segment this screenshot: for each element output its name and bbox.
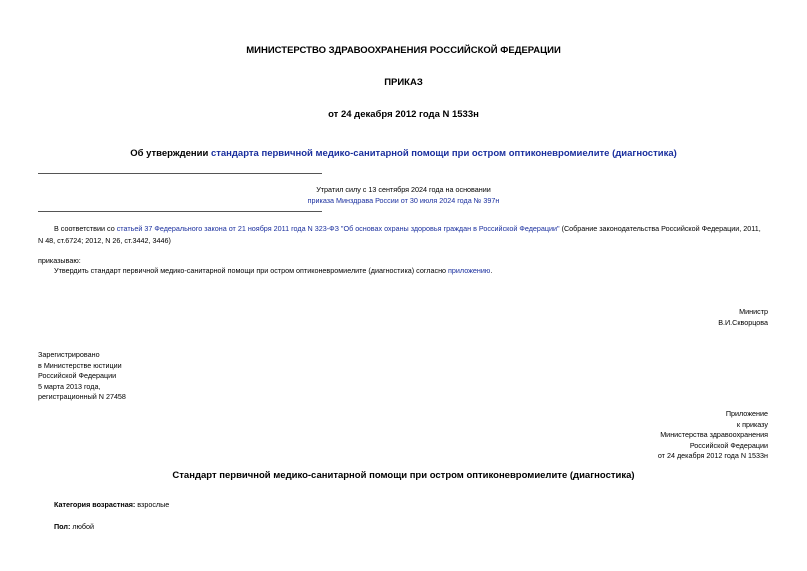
appendix-line: от 24 декабря 2012 года N 1533н [657,451,768,460]
doc-title-link[interactable]: стандарта первичной медико-санитарной помощи при остром оптиконевромиелите (диагностика) [210,148,677,159]
law-article-link[interactable]: статьей 37 Федерального закона от 21 ноября 2011 года N 323-ФЗ "Об основах охраны здоровья граждан в Российской Федерации" [116,224,560,233]
age-category-field [54,499,454,511]
doc-title [0,148,807,159]
registration-line: Зарегистрировано [38,350,100,359]
registration-line: регистрационный N 27458 [38,392,126,401]
standard-title: Стандарт первичной медико-санитарной помощи при остром оптиконевромиелите (диагностика) [172,470,635,481]
registration-line: Российской Федерации [38,371,117,380]
repeal-note-text: Утратил силу с 13 сентября 2024 года на основании [316,185,491,194]
repeal-note-link[interactable]: приказа Минздрава России от 30 июля 2024 года № 397н [307,196,500,205]
signature-role: Министр [739,307,768,316]
age-category-label: Категория возрастная: [54,500,136,509]
appendix-block [560,409,768,462]
appendix-line: к приказу [736,419,768,429]
order-word: приказываю: [38,256,81,265]
preamble-line1 [54,223,774,235]
preamble-line2: N 48, ст.6724; 2012, N 26, ст.3442, 3446) [38,236,171,245]
signature-name: В.И.Скворцова [718,317,768,327]
order-paragraph [54,265,774,277]
registration-line: 5 марта 2013 года, [38,381,101,391]
doc-title-prefix: Об утверждении [130,148,211,159]
appendix-link[interactable]: приложению [448,266,491,275]
sex-value: любой [70,522,95,531]
age-category-value: взрослые [135,500,170,509]
sex-field [54,521,454,533]
order-text: Утвердить стандарт первичной медико-санитарной помощи при остром оптиконевромиелите (диагностика) согласно [54,266,449,275]
divider-top [38,173,322,174]
order-period: . [490,266,493,275]
preamble-suffix: (Собрание законодательства Российской Федерации, 2011, [559,224,761,233]
appendix-line: Приложение [725,409,768,418]
appendix-line: Министерства здравоохранения [660,430,768,439]
appendix-line: Российской Федерации [689,440,768,450]
sex-label: Пол: [54,522,71,531]
registration-line: в Министерстве юстиции [38,360,122,370]
doc-type-heading: ПРИКАЗ [384,77,423,88]
ministry-heading: МИНИСТЕРСТВО ЗДРАВООХРАНЕНИЯ РОССИЙСКОЙ ФЕДЕРАЦИИ [246,45,561,56]
preamble-prefix: В соответствии со [54,224,117,233]
repeal-note [0,184,807,206]
doc-date-number: от 24 декабря 2012 года N 1533н [328,109,479,120]
divider-bottom [38,211,322,212]
registration-block [38,350,238,403]
signature-block [560,307,768,328]
